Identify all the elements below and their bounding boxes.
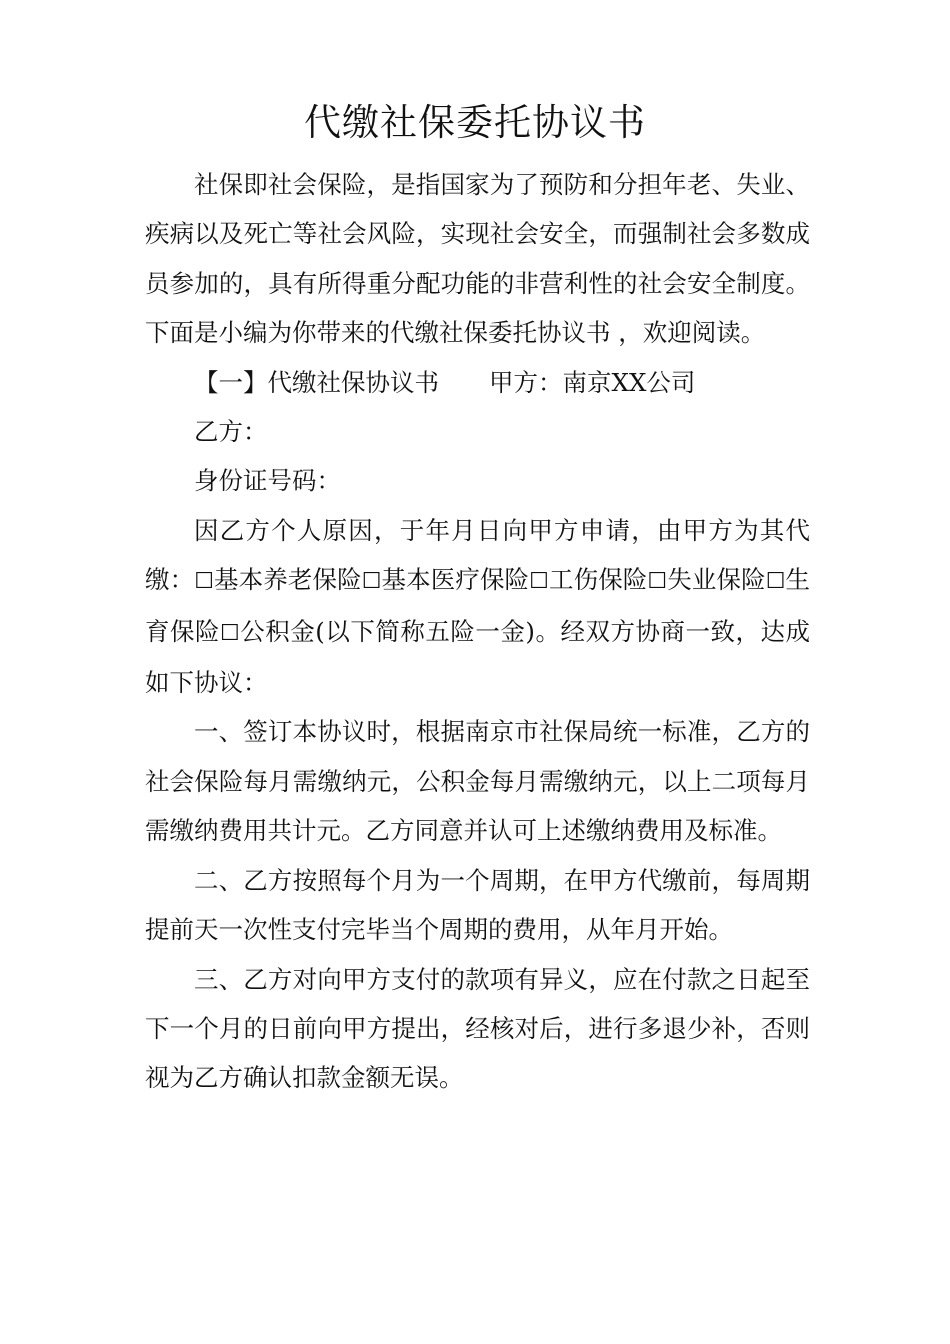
option-unemployment: 失业保险 [667,565,766,595]
clause-2: 二、乙方按照每个月为一个周期，在甲方代缴前，每周期提前天一次性支付完毕当个周期的费用，从年月开始。 [145,865,810,945]
intro-paragraph: 社保即社会保险，是指国家为了预防和分担年老、失业、疾病以及死亡等社会风险，实现社会安全，而强制社会多数成员参加的，具有所得重分配功能的非营利性的社会安全制度。下面是小编为你带来的代缴社保委托协议书 ，欢迎阅读。 [145,170,810,348]
application-tail: (以下简称五险一金)。经双方协商一致，达成如下协议： [145,616,811,698]
application-lead: 因乙方个人原因，于年月日向甲方申请，由甲方为其代缴： [145,515,810,595]
section-heading: 【一】代缴社保协议书 [194,367,439,397]
checkbox-icon: ☐ [529,569,549,595]
clause-3: 三、乙方对向甲方支付的款项有异义，应在付款之日起至下一个月的日前向甲方提出，经核对后，进行多退少补，否则视为乙方确认扣款金额无误。 [145,964,810,1093]
option-maternity: 生育保险 [145,565,811,646]
party-b-line: 乙方： [194,417,268,447]
option-pension: 基本养老保险 [213,565,362,595]
checkbox-icon: ☐ [220,620,240,646]
checkbox-icon: ☐ [647,569,668,595]
clause-1: 一、签订本协议时，根据南京市社保局统一标准，乙方的社会保险每月需缴纳元，公积金每月需缴纳元，以上二项每月需缴纳费用共计元。乙方同意并认可上述缴纳费用及标准。 [145,717,810,846]
section-heading-line [145,358,810,407]
id-number-line: 身份证号码： [194,466,341,496]
document-body [145,160,810,1103]
application-paragraph [145,506,810,708]
party-a-line: 甲方：南京XX公司 [489,367,696,397]
option-injury: 工伤保险 [548,565,648,595]
checkbox-icon: ☐ [194,569,214,595]
document-title: 代缴社保委托协议书 [304,101,646,144]
checkbox-icon: ☐ [765,569,786,595]
option-medical: 基本医疗保险 [381,565,530,595]
checkbox-icon: ☐ [361,569,382,595]
option-housing-fund: 公积金 [239,616,316,646]
